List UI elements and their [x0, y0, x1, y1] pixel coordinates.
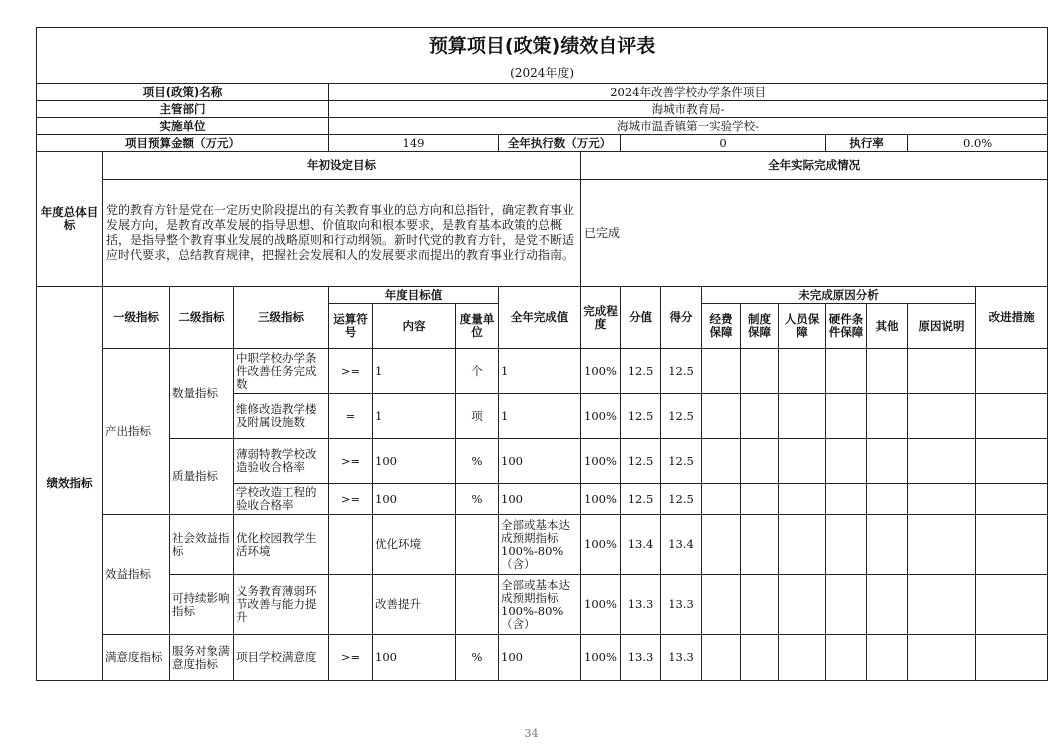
- initial-goal-header: 年初设定目标: [103, 152, 581, 180]
- target-group-header: 年度目标值: [329, 287, 499, 304]
- table-row: [37, 349, 1048, 394]
- indicator-degree: 100%: [581, 575, 621, 635]
- lvl3-header: 三级指标: [234, 287, 329, 349]
- op-header: 运算符号: [329, 304, 373, 349]
- indicator-op: >=: [329, 635, 373, 681]
- indicator-got: 12.5: [661, 349, 702, 394]
- indicator-full: 100: [499, 439, 581, 484]
- group-output: 产出指标: [103, 349, 170, 515]
- indicator-degree: 100%: [581, 515, 621, 575]
- indicator-op: [329, 575, 373, 635]
- indicator-got: 13.4: [661, 515, 702, 575]
- annual-goal-label: 年度总体目标: [37, 152, 103, 287]
- report-year: (2024年度): [37, 65, 1048, 84]
- indicator-name: 中职学校办学条件改善任务完成数: [234, 349, 329, 394]
- indicator-unit: %: [456, 484, 499, 515]
- group-satisfaction: 满意度指标: [103, 635, 170, 681]
- score-header: 分值: [621, 287, 661, 349]
- indicator-full: 1: [499, 394, 581, 439]
- full-year-header: 全年完成值: [499, 287, 581, 349]
- indicator-score: 12.5: [621, 394, 661, 439]
- lvl1-header: 一级指标: [103, 287, 170, 349]
- got-header: 得分: [661, 287, 702, 349]
- reason-funding-header: 经费保障: [702, 304, 741, 349]
- indicator-unit: 个: [456, 349, 499, 394]
- subgroup-quantity: 数量指标: [170, 349, 234, 439]
- indicator-score: 12.5: [621, 349, 661, 394]
- indicator-full: 100: [499, 484, 581, 515]
- indicator-got: 12.5: [661, 484, 702, 515]
- indicator-content: 改善提升: [373, 575, 456, 635]
- indicator-score: 12.5: [621, 484, 661, 515]
- indicator-full: 全部或基本达成预期指标100%-80%（含）: [499, 515, 581, 575]
- improve-header: 改进措施: [976, 287, 1048, 349]
- indicator-unit: [456, 515, 499, 575]
- indicator-content: 1: [373, 349, 456, 394]
- subgroup-quality: 质量指标: [170, 439, 234, 515]
- table-row: [37, 575, 1048, 635]
- budget-value: 149: [329, 135, 499, 152]
- indicator-name: 薄弱特教学校改造验收合格率: [234, 439, 329, 484]
- indicator-content: 100: [373, 635, 456, 681]
- lvl2-header: 二级指标: [170, 287, 234, 349]
- indicator-score: 12.5: [621, 439, 661, 484]
- indicator-op: >=: [329, 484, 373, 515]
- indicator-degree: 100%: [581, 635, 621, 681]
- indicator-name: 项目学校满意度: [234, 635, 329, 681]
- indicator-content: 1: [373, 394, 456, 439]
- table-row: [37, 439, 1048, 484]
- table-row: [37, 635, 1048, 681]
- page-number: 34: [524, 727, 539, 740]
- project-name-label: 项目(政策)名称: [37, 84, 329, 101]
- indicator-unit: [456, 575, 499, 635]
- indicator-name: 维修改造教学楼及附属设施数: [234, 394, 329, 439]
- indicator-op: =: [329, 394, 373, 439]
- indicator-unit: %: [456, 635, 499, 681]
- reason-system-header: 制度保障: [741, 304, 779, 349]
- indicator-name: 学校改造工程的验收合格率: [234, 484, 329, 515]
- budget-label: 项目预算金额（万元）: [37, 135, 329, 152]
- indicator-degree: 100%: [581, 484, 621, 515]
- indicator-score: 13.3: [621, 635, 661, 681]
- indicator-content: 100: [373, 439, 456, 484]
- indicator-op: >=: [329, 439, 373, 484]
- actual-completion-header: 全年实际完成情况: [581, 152, 1048, 180]
- unit-header: 度量单位: [456, 304, 499, 349]
- unit-label: 实施单位: [37, 118, 329, 135]
- unit-value: 海城市温香镇第一实验学校-: [329, 118, 1048, 135]
- content-header: 内容: [373, 304, 456, 349]
- indicator-degree: 100%: [581, 439, 621, 484]
- reason-staff-header: 人员保障: [779, 304, 826, 349]
- initial-goal-text: 党的教育方针是党在一定历史阶段提出的有关教育事业的总方向和总指针，确定教育事业发展方向，是教育改革发展的指导思想、价值取向和根本要求，是教育基本政策的总概括，是指导整个教育事业发展的战略原则和行动纲领。新时代党的教育方针，是党不断适应时代要求，总结教育规律，把握社会发展和人的发展要求而提出的教育事业行动指南。: [103, 180, 581, 287]
- degree-header: 完成程度: [581, 287, 621, 349]
- indicator-full: 1: [499, 349, 581, 394]
- indicator-content: 优化环境: [373, 515, 456, 575]
- dept-value: 海城市教育局-: [329, 101, 1048, 118]
- reason-group-header: 未完成原因分析: [702, 287, 976, 304]
- perf-label: 绩效指标: [37, 287, 103, 681]
- project-name-value: 2024年改善学校办学条件项目: [329, 84, 1048, 101]
- rate-value: 0.0%: [908, 135, 1048, 152]
- actual-completion-text: 已完成: [581, 180, 1048, 287]
- indicator-full: 全部或基本达成预期指标100%-80%（含）: [499, 575, 581, 635]
- indicator-score: 13.3: [621, 575, 661, 635]
- indicator-score: 13.4: [621, 515, 661, 575]
- dept-label: 主管部门: [37, 101, 329, 118]
- indicator-name: 优化校园教学生活环境: [234, 515, 329, 575]
- indicator-content: 100: [373, 484, 456, 515]
- indicator-unit: 项: [456, 394, 499, 439]
- rate-label: 执行率: [826, 135, 908, 152]
- indicator-degree: 100%: [581, 394, 621, 439]
- subgroup-social: 社会效益指标: [170, 515, 234, 575]
- subgroup-service: 服务对象满意度指标: [170, 635, 234, 681]
- evaluation-table: [36, 27, 1048, 681]
- exec-value: 0: [621, 135, 826, 152]
- subgroup-sustain: 可持续影响指标: [170, 575, 234, 635]
- indicator-unit: %: [456, 439, 499, 484]
- exec-label: 全年执行数（万元）: [499, 135, 621, 152]
- page-title: 预算项目(政策)绩效自评表: [37, 28, 1048, 65]
- indicator-got: 12.5: [661, 439, 702, 484]
- table-row: [37, 515, 1048, 575]
- indicator-got: 13.3: [661, 635, 702, 681]
- indicator-got: 13.3: [661, 575, 702, 635]
- reason-hardware-header: 硬件条件保障: [826, 304, 867, 349]
- indicator-name: 义务教育薄弱环节改善与能力提升: [234, 575, 329, 635]
- indicator-op: >=: [329, 349, 373, 394]
- reason-other-header: 其他: [867, 304, 908, 349]
- indicator-full: 100: [499, 635, 581, 681]
- indicator-got: 12.5: [661, 394, 702, 439]
- indicator-degree: 100%: [581, 349, 621, 394]
- indicator-op: [329, 515, 373, 575]
- group-benefit: 效益指标: [103, 515, 170, 635]
- reason-note-header: 原因说明: [908, 304, 976, 349]
